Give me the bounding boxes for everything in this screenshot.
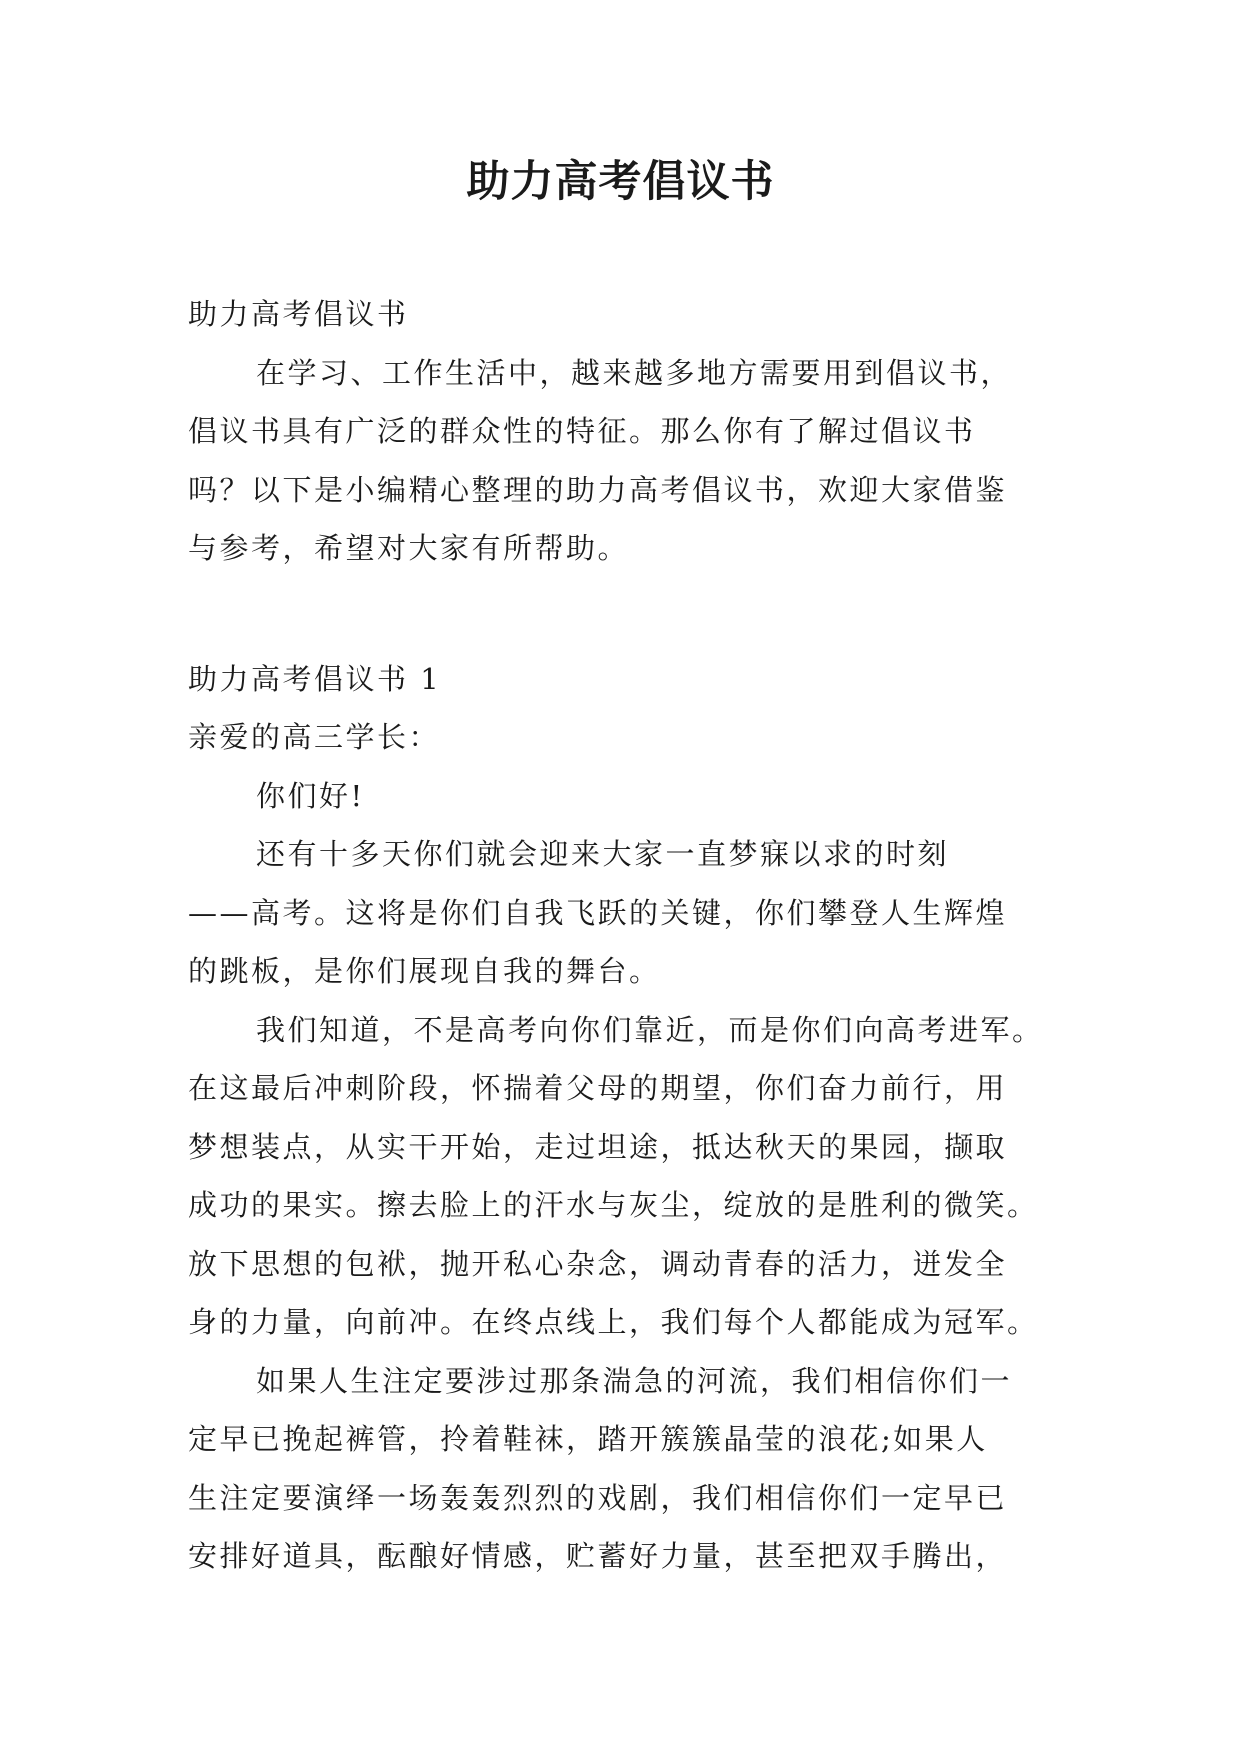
section-title: 助力高考倡议书 1 (188, 661, 442, 696)
paragraph-line: 的跳板，是你们展现自我的舞台。 (188, 954, 661, 988)
paragraph-line: 我们知道，不是高考向你们靠近，而是你们向高考进军。 (256, 1012, 1044, 1047)
paragraph-line: 还有十多天你们就会迎来大家一直梦寐以求的时刻 (256, 837, 950, 871)
paragraph-line: 身的力量，向前冲。在终点线上，我们每个人都能成为冠军。 (188, 1305, 1039, 1339)
salutation: 亲爱的高三学长： (188, 720, 441, 754)
greeting: 你们好! (256, 778, 365, 813)
intro-line: 与参考，希望对大家有所帮助。 (188, 531, 630, 565)
document-body (188, 285, 1058, 1586)
section-spacer (188, 578, 1058, 650)
intro-line: 吗？以下是小编精心整理的助力高考倡议书，欢迎大家借鉴 (188, 472, 1008, 507)
subtitle: 助力高考倡议书 (188, 297, 409, 331)
paragraph-line: 定早已挽起裤管，拎着鞋袜，踏开簇簇晶莹的浪花;如果人 (188, 1422, 988, 1456)
paragraph-line: ——高考。这将是你们自我飞跃的关键，你们攀登人生辉煌 (188, 895, 1008, 930)
intro-line: 倡议书具有广泛的群众性的特征。那么你有了解过倡议书 (188, 414, 976, 448)
intro-line: 在学习、工作生活中，越来越多地方需要用到倡议书， (256, 355, 1013, 390)
paragraph-line: 如果人生注定要涉过那条湍急的河流，我们相信你们一 (256, 1363, 1013, 1398)
paragraph-line: 在这最后冲刺阶段，怀揣着父母的期望，你们奋力前行，用 (188, 1071, 1008, 1105)
paragraph-line: 放下思想的包袱，抛开私心杂念，调动青春的活力，迸发全 (188, 1246, 1008, 1281)
paragraph-line: 安排好道具，酝酿好情感，贮蓄好力量，甚至把双手腾出， (188, 1539, 1008, 1573)
paragraph-line: 成功的果实。擦去脸上的汗水与灰尘，绽放的是胜利的微笑。 (188, 1188, 1039, 1222)
paragraph-line: 梦想装点，从实干开始，走过坦途，抵达秋天的果园，撷取 (188, 1129, 1008, 1164)
document-title: 助力高考倡议书 (466, 157, 775, 207)
paragraph-line: 生注定要演绎一场轰轰烈烈的戏剧，我们相信你们一定早已 (188, 1480, 1008, 1515)
